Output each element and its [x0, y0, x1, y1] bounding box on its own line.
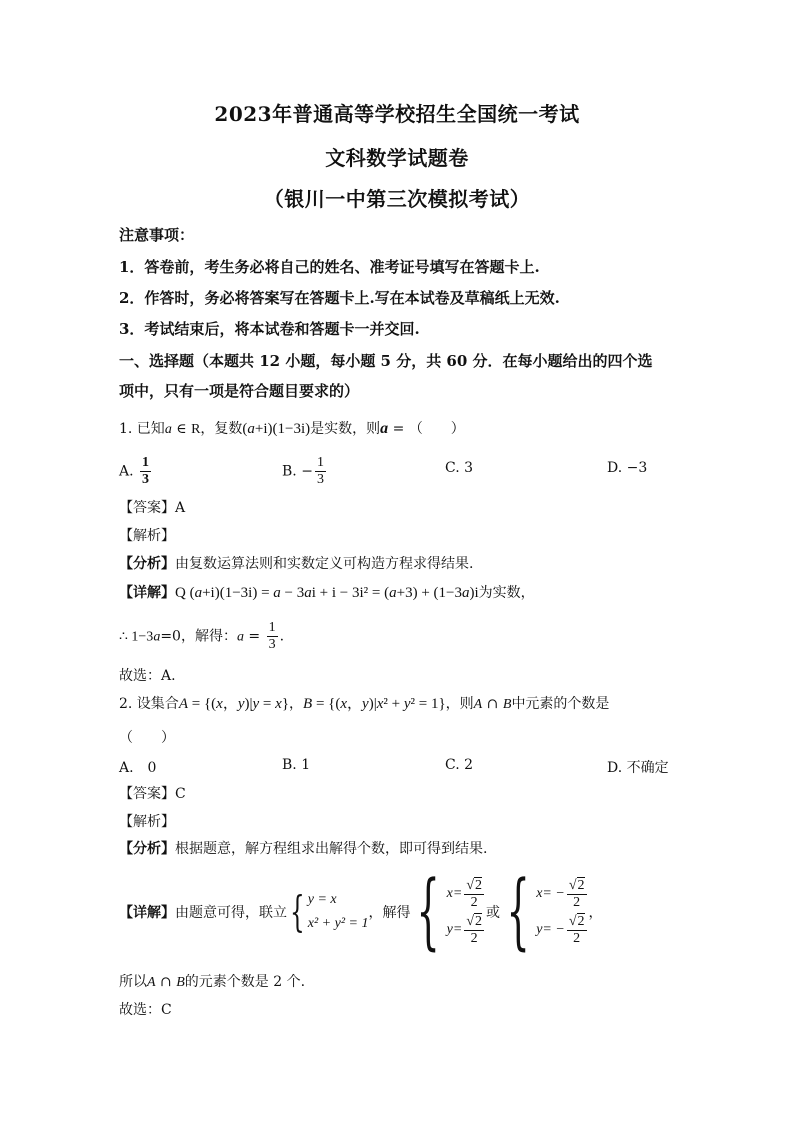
q2-stem: 2. 设集合A = {(x，y)|y = x}，B = {(x，y)|x² + y² = 1}，则A ∩ B中元素的个数是: [119, 696, 610, 712]
exam-source: （银川一中第三次模拟考试）: [263, 187, 531, 211]
q2-analysis-tag: 【解析】: [119, 814, 175, 830]
note-item-1: 1．答卷前，考生务必将自己的姓名、准考证号填写在答题卡上.: [119, 258, 540, 276]
section-heading-line1: 一、选择题（本题共 12 小题，每小题 5 分，共 60 分．在每小题给出的四个选: [119, 352, 653, 370]
paper-subtitle: 文科数学试题卷: [325, 146, 469, 170]
exam-title: 2023年普通高等学校招生全国统一考试: [214, 102, 580, 126]
q2-answer: 【答案】C: [119, 786, 186, 802]
q1-option-d[interactable]: D. −3: [607, 460, 648, 476]
q1-option-c[interactable]: C. 3: [445, 460, 474, 476]
q1-analysis: 【分析】由复数运算法则和实数定义可构造方程求得结果.: [119, 556, 474, 572]
q2-paren: （ ）: [119, 730, 175, 746]
section-heading-line2: 项中，只有一项是符合题目要求的）: [119, 382, 360, 400]
q2-option-a[interactable]: A. 0: [119, 760, 157, 776]
note-item-3: 3．考试结束后，将本试卷和答题卡一并交回.: [119, 320, 420, 338]
notes-heading: 注意事项：: [119, 226, 195, 244]
q1-option-b[interactable]: B. − $\frac{1}{3}$: [282, 455, 324, 487]
q2-set-b: B = {(x，y)|x² + y² = 1}: [303, 696, 446, 712]
q2-equation-system: y = x x² + y² = 1: [307, 892, 369, 931]
q2-option-c[interactable]: C. 2: [445, 757, 474, 773]
q1-choose: 故选：A.: [119, 668, 176, 684]
q2-detail: 【详解】 由题意可得，联立 { y = x x² + y² = 1 ，解得 { x = $\frac{√2}{2}$ y = $\frac{√2}{2}$ 或 { x = − $\frac{√2}{2}$ y = − $\frac{√2}{2}$ ，: [119, 864, 603, 959]
q1-answer: 【答案】A: [119, 500, 186, 516]
q2-option-d[interactable]: D. 不确定: [607, 760, 669, 776]
q1-detail: 【详解】Q (a+i)(1−3i) = a − 3ai + i − 3i² = (a+3) + (1−3a)i为实数，: [119, 585, 535, 601]
q2-analysis: 【分析】根据题意，解方程组求出解得个数，即可得到结果.: [119, 841, 488, 857]
q1-analysis-tag: 【解析】: [119, 528, 175, 544]
note-item-2: 2．作答时，务必将答案写在答题卡上.写在本试卷及草稿纸上无效.: [119, 289, 560, 307]
q2-solution-1: x = $\frac{√2}{2}$ y = $\frac{√2}{2}$: [446, 877, 483, 946]
q2-option-b[interactable]: B. 1: [282, 757, 311, 773]
q2-set-a: A = {(x，y)|y = x}: [178, 696, 290, 712]
q2-conclusion: 所以A ∩ B的元素个数是 2 个.: [119, 974, 306, 990]
q1-option-a[interactable]: A. $\frac{1}{3}$: [119, 455, 150, 487]
q1-complex-expression: (a+i)(1−3i): [242, 421, 311, 437]
q2-choose: 故选：C: [119, 1002, 172, 1018]
q1-therefore: ∴ 1−3a=0，解得：a = $\frac{1}{3}$ .: [119, 620, 285, 652]
q2-solution-2: x = − $\frac{√2}{2}$ y = − $\frac{√2}{2}$: [536, 877, 585, 946]
q1-stem: 1. 已知a ∈ R，复数(a+i)(1−3i)是实数，则a = （ ）: [119, 420, 465, 437]
